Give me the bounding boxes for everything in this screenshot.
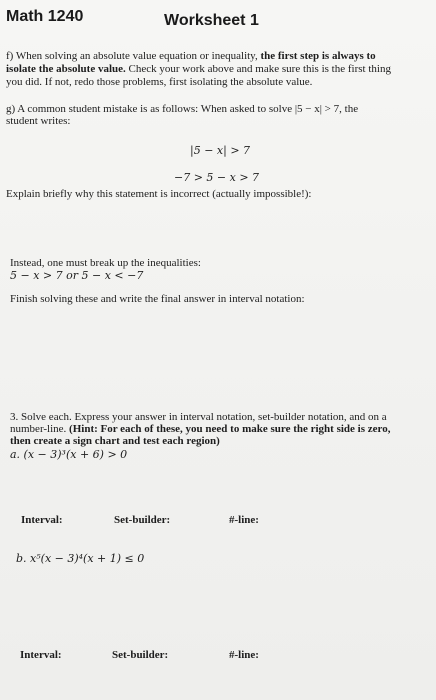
- part-b-setbuilder-label: Set-builder:: [112, 649, 169, 661]
- part-b-interval-label: Interval:: [20, 649, 62, 661]
- part-a-setbuilder-label: Set-builder:: [114, 514, 171, 526]
- part-f-text-1b: the first step is always to: [260, 50, 376, 62]
- q3-text-2b: (Hint: For each of these, you need to make sure the right side is zero,: [69, 423, 391, 435]
- part-f-line-2: [6, 63, 391, 76]
- equation-abs: |5 − x| > 7: [190, 144, 251, 157]
- q3-part-b: b. x⁵(x − 3)⁴(x + 1) ≤ 0: [16, 552, 145, 565]
- part-f-text-1a: f) When solving an absolute value equation or inequality,: [6, 50, 261, 62]
- course-title: Math 1240: [6, 8, 84, 25]
- part-g-instead: Instead, one must break up the inequalities:: [10, 257, 201, 269]
- part-a-numberline-label: #-line:: [229, 514, 259, 526]
- q3-line-3: then create a sign chart and test each region): [10, 435, 220, 447]
- part-f-text-2b: Check your work above and make sure this is the first thing: [125, 63, 391, 75]
- part-g-finish: Finish solving these and write the final answer in interval notation:: [10, 293, 305, 305]
- part-b-numberline-label: #-line:: [229, 649, 259, 661]
- q3-line-1: 3. Solve each. Express your answer in interval notation, set-builder notation, and on a: [10, 411, 387, 423]
- part-f-text-2a: isolate the absolute value.: [6, 63, 126, 75]
- part-f-line-1: [6, 50, 376, 63]
- part-g-inequalities: 5 − x > 7 or 5 − x < −7: [10, 269, 144, 282]
- part-a-interval-label: Interval:: [21, 514, 63, 526]
- part-f-line-3: you did. If not, redo those problems, first isolating the absolute value.: [6, 76, 313, 88]
- q3-part-a: a. (x − 3)³(x + 6) > 0: [10, 448, 128, 461]
- part-g-explain: Explain briefly why this statement is incorrect (actually impossible!):: [6, 188, 312, 200]
- part-g-line-1: g) A common student mistake is as follows: When asked to solve |5 − x| > 7, the: [6, 103, 359, 115]
- q3-line-2: [10, 423, 390, 436]
- worksheet-title: Worksheet 1: [164, 12, 259, 29]
- equation-compound: −7 > 5 − x > 7: [174, 171, 260, 184]
- q3-text-2a: number-line.: [10, 423, 70, 435]
- part-g-line-2: student writes:: [6, 115, 71, 127]
